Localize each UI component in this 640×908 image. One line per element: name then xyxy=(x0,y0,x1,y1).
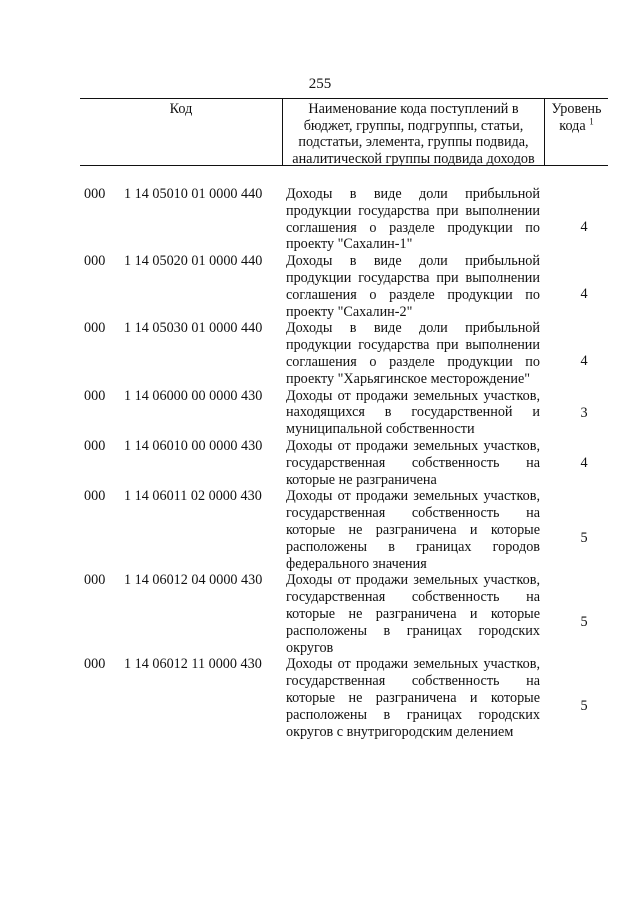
row-name-line: проекту "Харьягинское месторождение" xyxy=(286,370,531,387)
row-name-line: расположены в границах городских xyxy=(286,622,540,639)
row-level: 5 xyxy=(580,698,588,715)
row-name xyxy=(286,320,540,387)
row-prefix: 000 xyxy=(84,253,106,270)
row-name-line: Доходы в виде доли прибыльной xyxy=(286,186,540,202)
header-level-line xyxy=(545,115,608,135)
row-prefix: 000 xyxy=(84,656,106,673)
row-name xyxy=(286,656,540,740)
page-number: 255 xyxy=(308,76,332,92)
row-prefix: 000 xyxy=(84,572,106,589)
header-name-line: Наименование кода поступлений в xyxy=(308,101,519,117)
row-code: 1 14 06000 00 0000 430 xyxy=(124,387,263,404)
row-level: 4 xyxy=(580,286,588,303)
row-name xyxy=(286,186,540,253)
row-name xyxy=(286,488,540,572)
row-name-line: Доходы от продажи земельных участков, xyxy=(286,572,540,589)
header-name-line: бюджет, группы, подгруппы, статьи, xyxy=(303,117,524,134)
row-name-line: проекту "Сахалин-1" xyxy=(286,236,413,253)
footnote-marker: 1 xyxy=(589,115,594,126)
row-name-line: Доходы в виде доли прибыльной xyxy=(286,320,540,337)
row-name-line: Доходы в виде доли прибыльной xyxy=(286,253,540,270)
row-code: 1 14 05030 01 0000 440 xyxy=(124,320,263,337)
row-code: 1 14 06012 11 0000 430 xyxy=(124,656,262,673)
header-level-word: кода xyxy=(559,117,586,134)
row-name-line: государственная собственность на xyxy=(286,505,540,522)
row-name-line: Доходы от продажи земельных участков, xyxy=(286,656,540,673)
row-level: 4 xyxy=(580,353,588,370)
header-level-line: Уровень xyxy=(551,101,602,117)
row-name-line: которые не разграничена и которые xyxy=(286,689,540,706)
row-name-line: федерального значения xyxy=(286,555,427,572)
table-header xyxy=(80,98,608,166)
row-code: 1 14 06011 02 0000 430 xyxy=(124,488,262,505)
row-code: 1 14 05010 01 0000 440 xyxy=(124,186,263,202)
row-name-line: государственная собственность на xyxy=(286,454,540,471)
row-name-line: Доходы от продажи земельных участков, xyxy=(286,488,540,505)
row-name-line: продукции государства при выполнении xyxy=(286,202,540,219)
row-level: 4 xyxy=(580,455,588,471)
row-level: 5 xyxy=(580,530,588,547)
row-name-line: округов xyxy=(286,639,334,656)
row-code: 1 14 05020 01 0000 440 xyxy=(124,253,263,270)
row-name-line: расположены в границах городских xyxy=(286,706,540,723)
row-name xyxy=(286,572,540,656)
row-level: 4 xyxy=(580,219,588,235)
row-name-line: продукции государства при выполнении xyxy=(286,269,540,286)
row-prefix: 000 xyxy=(84,387,106,404)
row-name-line: соглашения о разделе продукции по xyxy=(286,219,540,236)
row-name-line: которые не разграничена и которые xyxy=(286,605,540,622)
row-prefix: 000 xyxy=(84,186,106,202)
row-prefix: 000 xyxy=(84,320,106,337)
row-name-line: находящихся в государственной и xyxy=(286,404,540,421)
row-name-line: Доходы от продажи земельных участков, xyxy=(286,438,540,454)
header-name xyxy=(282,99,545,165)
row-name xyxy=(286,253,540,320)
header-name-line: аналитической группы подвида доходов xyxy=(292,150,535,167)
row-code: 1 14 06012 04 0000 430 xyxy=(124,572,263,589)
row-prefix: 000 xyxy=(84,438,106,454)
row-name-line: которые не разграничена xyxy=(286,471,437,488)
row-name xyxy=(286,438,540,488)
row-name-line: соглашения о разделе продукции по xyxy=(286,353,540,370)
row-name-line: которые не разграничена и которые xyxy=(286,521,540,538)
row-name-line: проекту "Сахалин-2" xyxy=(286,303,413,320)
row-level: 5 xyxy=(580,614,588,631)
row-code: 1 14 06010 00 0000 430 xyxy=(124,438,263,454)
row-prefix: 000 xyxy=(84,488,106,505)
row-name-line: государственная собственность на xyxy=(286,673,540,690)
row-name-line: соглашения о разделе продукции по xyxy=(286,286,540,303)
row-name-line: Доходы от продажи земельных участков, xyxy=(286,387,540,404)
row-name-line: муниципальной собственности xyxy=(286,421,475,438)
row-name-line: округов с внутригородским делением xyxy=(286,723,514,740)
row-level: 3 xyxy=(580,404,588,421)
row-name-line: государственная собственность на xyxy=(286,589,540,606)
row-name xyxy=(286,388,540,438)
header-name-line: подстатьи, элемента, группы подвида, xyxy=(298,134,529,150)
header-code: Код xyxy=(169,101,193,117)
header-level xyxy=(545,99,608,165)
row-name-line: продукции государства при выполнении xyxy=(286,337,540,354)
row-name-line: расположены в границах городов xyxy=(286,538,540,555)
